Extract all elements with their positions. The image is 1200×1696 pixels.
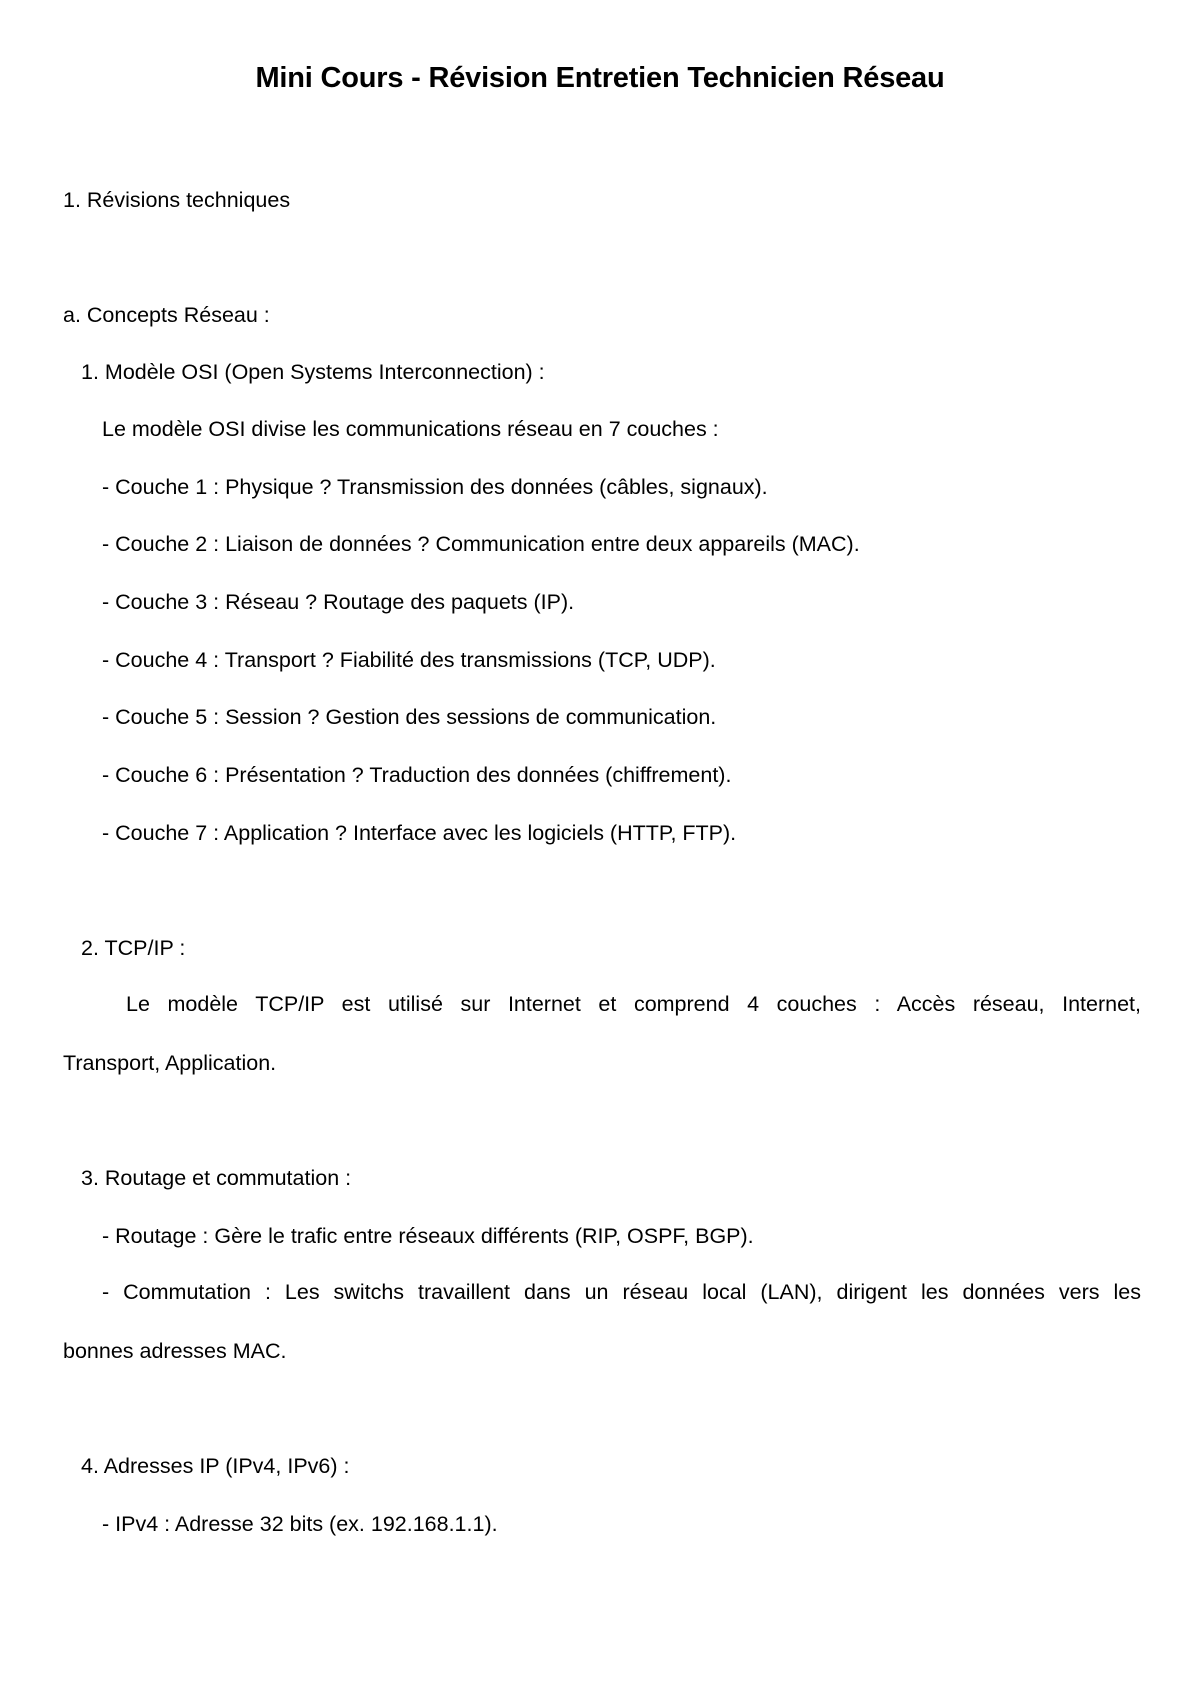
- tcpip-text-line-2: Transport, Application.: [63, 1051, 277, 1075]
- tcpip-text-line-1: Le modèle TCP/IP est utilisé sur Internet et comprend 4 couches : Accès réseau, Internet,: [126, 992, 1141, 1016]
- routing-commutation-line-2: bonnes adresses MAC.: [63, 1339, 287, 1363]
- tcpip-heading: 2. TCP/IP :: [81, 936, 186, 960]
- osi-layer-3: - Couche 3 : Réseau ? Routage des paquets (IP).: [102, 590, 575, 614]
- page-title: Mini Cours - Révision Entretien Technicien Réseau: [255, 62, 945, 94]
- osi-layer-4: - Couche 4 : Transport ? Fiabilité des transmissions (TCP, UDP).: [102, 648, 716, 672]
- routing-commutation-line-1: - Commutation : Les switchs travaillent dans un réseau local (LAN), dirigent les données vers les: [102, 1280, 1141, 1304]
- ip-ipv4: - IPv4 : Adresse 32 bits (ex. 192.168.1.1).: [102, 1512, 498, 1536]
- osi-intro: Le modèle OSI divise les communications réseau en 7 couches :: [102, 417, 719, 441]
- ip-heading: 4. Adresses IP (IPv4, IPv6) :: [81, 1454, 350, 1478]
- osi-layer-2: - Couche 2 : Liaison de données ? Communication entre deux appareils (MAC).: [102, 532, 860, 556]
- section-heading: 1. Révisions techniques: [63, 188, 291, 212]
- routing-heading: 3. Routage et commutation :: [81, 1166, 352, 1190]
- subsection-heading: a. Concepts Réseau :: [63, 303, 270, 327]
- osi-layer-7: - Couche 7 : Application ? Interface avec les logiciels (HTTP, FTP).: [102, 821, 737, 845]
- osi-heading: 1. Modèle OSI (Open Systems Interconnection) :: [81, 360, 545, 384]
- osi-layer-1: - Couche 1 : Physique ? Transmission des données (câbles, signaux).: [102, 475, 768, 499]
- routing-routage: - Routage : Gère le trafic entre réseaux différents (RIP, OSPF, BGP).: [102, 1224, 754, 1248]
- osi-layer-6: - Couche 6 : Présentation ? Traduction des données (chiffrement).: [102, 763, 732, 787]
- osi-layer-5: - Couche 5 : Session ? Gestion des sessions de communication.: [102, 705, 717, 729]
